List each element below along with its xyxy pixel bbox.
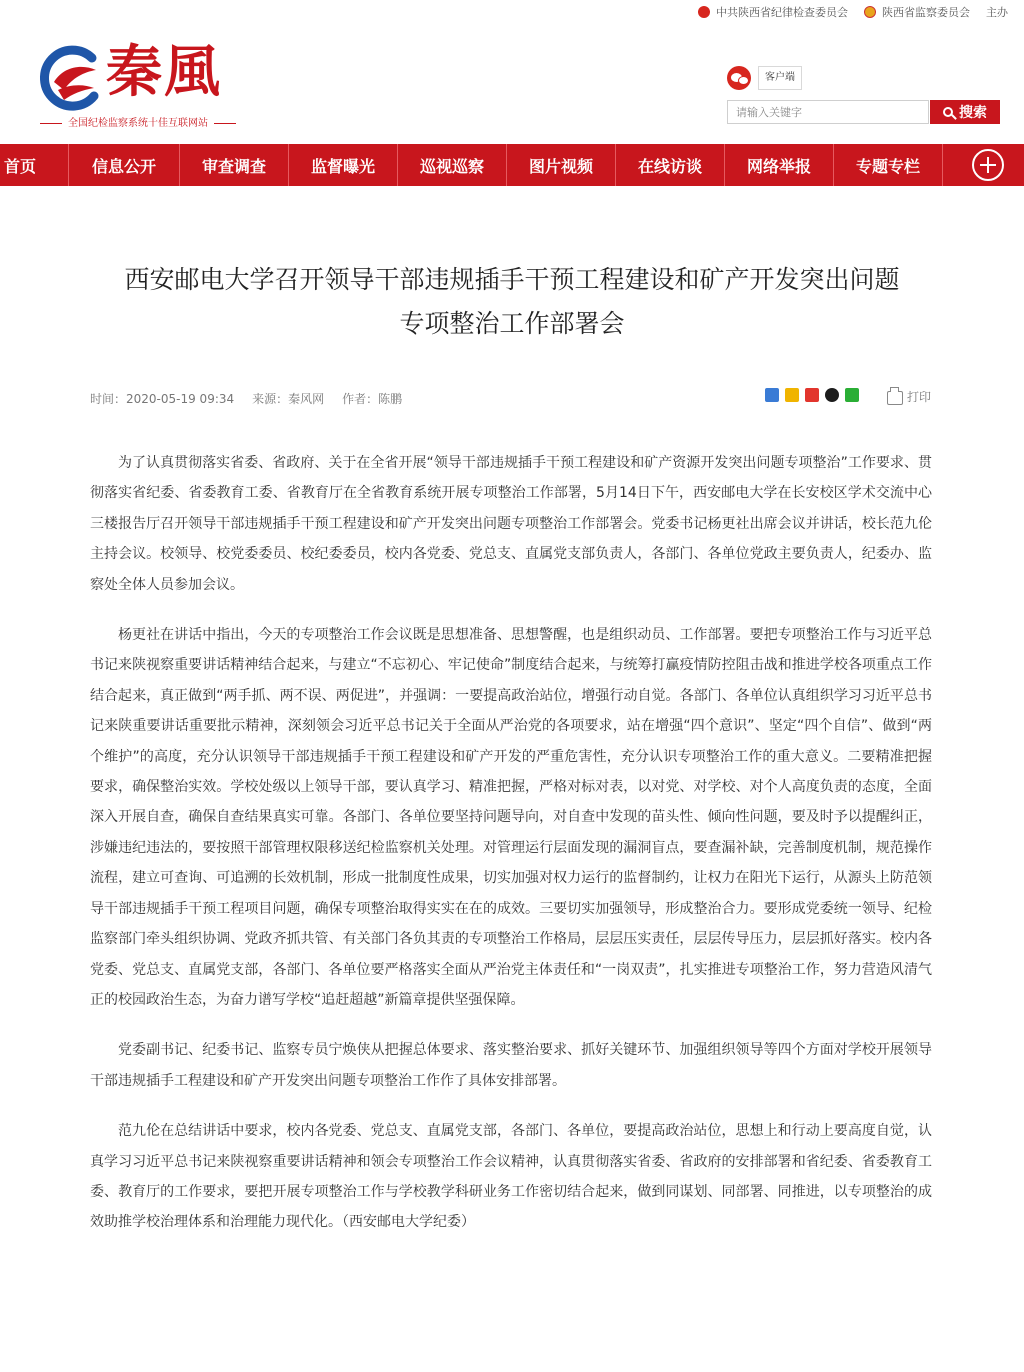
search-icon (943, 107, 953, 117)
share-qzone-icon[interactable] (785, 388, 799, 402)
logo-mark-icon (34, 44, 104, 114)
article-title-line2: 专项整治工作部署会 (399, 309, 625, 338)
nav-item-photo-video[interactable]: 图片视频 (507, 144, 616, 186)
search-button-label: 搜索 (959, 105, 987, 121)
article-time: 时间：2020-05-19 09:34 (90, 392, 235, 406)
sponsor-label (986, 4, 1008, 20)
site-header (0, 22, 1024, 144)
nav-item-investigation[interactable]: 审查调查 (180, 144, 289, 186)
article-title (60, 258, 964, 346)
logo-name: 秦風 (106, 39, 222, 105)
party-emblem-icon (698, 6, 710, 18)
article-paragraph: 党委副书记、纪委书记、监察专员宁焕侠从把握总体要求、落实整治要求、抓好关键环节、加强组织领导等四个方面对学校开展领导干部违规插手工程建设和矿产开发突出问题专项整治工作作了具体安排部署。 (90, 1042, 932, 1089)
article-source: 来源：秦风网 (252, 392, 325, 406)
plus-icon[interactable] (972, 149, 1004, 181)
site-logo[interactable] (34, 36, 264, 136)
link-label: 主办 (986, 6, 1008, 19)
article-paragraph: 杨更社在讲话中指出，今天的专项整治工作会议既是思想准备、思想警醒，也是组织动员、工作部署。要把专项整治工作与习近平总书记来陕视察重要讲话精神结合起来，与建立“不忘初心、牢记使命”制度结合起来，与统筹打赢疫情防控阻击战和推进学校各项重点工作结合起来，真正做到“两手抓、两不误、两促进”，并强调：一要提高政治站位，增强行动自觉。各部门、各单位认真组织学习习近平总书记来陕重要讲话重要批示精神，深刻领会习近平总书记关于全面从严治党的各项要求，站在增强“四个意识”、坚定“四个自信”、做到“两个维护”的高度，充分认识领导干部违规插手干预工程建设和矿产开发的严重危害性，充分认识专项整治工作的重大意义。二要精准把握要求，确保整治实效。学校处级以上领导干部，要认真学习、精准把握，严格对标对表，以对党、对学校、对个人高度负责的态度，全面深入开展自查，确保自查结果真实可靠。各部门、各单位要坚持问题导向，对自查中发现的苗头性、倾向性问题，要及时予以提醒纠正，涉嫌违纪违法的，要按照干部管理权限移送纪检监察机关处理。对管理运行层面发现的漏洞盲点，要查漏补缺，完善制度机制，规范操作流程，建立可查询、可追溯的长效机制，形成一批制度性成果，切实加强对权力运行的监督制约，让权力在阳光下运行，从源头上防范领导干部违规插手干预工程项目问题，确保专项整治取得实实在在的成效。三要切实加强领导，形成整治合力。要形成党委统一领导、纪检监察部门牵头组织协调、党政齐抓共管、有关部门各负其责的专项整治工作格局，层层压实责任，层层传导压力，层层抓好落实。校内各党委、党总支、直属党支部，各部门、各单位要严格落实全面从严治党主体责任和“一岗双责”，扎实推进专项整治工作，努力营造风清气正的校园政治生态，为奋力谱写学校“追赶超越”新篇章提供坚强保障。 (90, 627, 932, 1008)
printer-icon (887, 391, 903, 405)
link-provincial-discipline-commission[interactable] (698, 4, 848, 20)
wechat-icon[interactable] (727, 66, 751, 90)
search-input[interactable] (727, 100, 929, 124)
nav-item-info-disclosure[interactable]: 信息公开 (69, 144, 180, 186)
link-provincial-supervision-commission[interactable] (864, 4, 970, 20)
article-title-line1: 西安邮电大学召开领导干部违规插手干预工程建设和矿产开发突出问题 (124, 265, 900, 294)
share-qq-icon[interactable] (825, 388, 839, 402)
article-paragraph: 范九伦在总结讲话中要求，校内各党委、党总支、直属党支部，各部门、各单位，要提高政治站位，思想上和行动上要高度自觉，认真学习习近平总书记来陕视察重要讲话精神和领会专项整治工作会议精神，认真贯彻落实省委、省政府的安排部署和省纪委、省委教育工委、教育厅的工作要求，要把开展专项整治工作与学校教学科研业务工作密切结合起来，做到同谋划、同部署、同推进，以专项整治的成效助推学校治理体系和治理能力现代化。（西安邮电大学纪委） (90, 1123, 932, 1231)
top-links (682, 4, 1008, 20)
nav-item-online-interview[interactable]: 在线访谈 (616, 144, 725, 186)
share-icons (765, 388, 865, 402)
article-body (90, 448, 932, 1258)
search-button[interactable] (930, 100, 1000, 124)
nav-item-home[interactable]: 首页 (0, 144, 69, 186)
nav-item-supervision-exposure[interactable]: 监督曝光 (289, 144, 398, 186)
share-plus-icon[interactable] (765, 388, 779, 402)
logo-slogan: 全国纪检监察系统十佳互联网站 (18, 114, 258, 129)
print-label: 打印 (907, 390, 932, 404)
link-label: 陕西省监察委员会 (882, 6, 970, 19)
article-author: 作者：陈鹏 (342, 392, 403, 406)
article-paragraph: 为了认真贯彻落实省委、省政府、关于在全省开展“领导干部违规插手干预工程建设和矿产资源开发突出问题专项整治”工作要求、贯彻落实省纪委、省委教育工委、省教育厅在全省教育系统开展专项整治工作部署，5月14日下午，西安邮电大学在长安校区学术交流中心三楼报告厅召开领导干部违规插手干预工程建设和矿产开发突出问题专项整治工作部署会。党委书记杨更社出席会议并讲话，校长范九伦主持会议。校领导、校党委委员、校纪委委员，校内各党委、党总支、直属党支部负责人，各部门、各单位党政主要负责人，纪委办、监察处全体人员参加会议。 (90, 455, 932, 593)
nav-item-special-topics[interactable]: 专题专栏 (834, 144, 943, 186)
national-emblem-icon (864, 6, 876, 18)
article-meta (90, 390, 420, 407)
nav-item-inspection[interactable]: 巡视巡察 (398, 144, 507, 186)
link-label: 中共陕西省纪律检查委员会 (716, 6, 848, 19)
print-button[interactable] (887, 388, 931, 405)
top-utility-bar (0, 0, 1024, 23)
main-nav (0, 144, 1024, 186)
share-weibo-icon[interactable] (805, 388, 819, 402)
client-app-button[interactable]: 客户端 (758, 66, 802, 90)
share-wechat-icon[interactable] (845, 388, 859, 402)
nav-item-online-report[interactable]: 网络举报 (725, 144, 834, 186)
